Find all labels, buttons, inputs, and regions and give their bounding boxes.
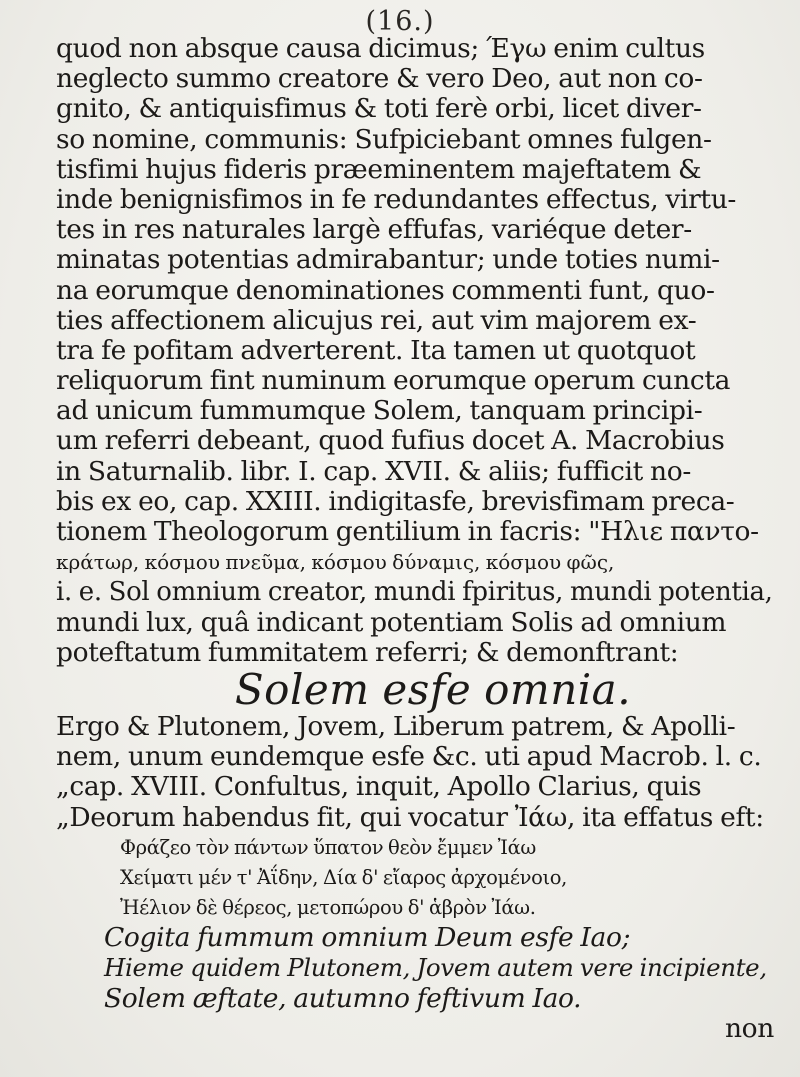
text-line: so nomine, communis: Sufpiciebant omnes fulgen- bbox=[56, 123, 712, 155]
text-line: „cap. XVIII. Confultus, inquit, Apollo Clarius, quis bbox=[56, 771, 702, 803]
text-line: gnito, & antiquisfimus & toti ferè orbi, licet diver- bbox=[56, 93, 702, 125]
text-line: poteftatum fummitatem referri; & demonftrant: bbox=[56, 636, 679, 668]
text-line: minatas potentias admirabantur; unde toties numi- bbox=[56, 244, 720, 276]
text-line: na eorumque denominationes commenti funt, quo- bbox=[56, 274, 715, 306]
text-line: nem, unum eundemque esfe &c. uti apud Macrob. l. c. bbox=[56, 741, 762, 773]
text-line: tes in res naturales largè effufas, variéque deter- bbox=[56, 214, 692, 246]
greek-verse-line: Χείματι μέν τ' Ἀΐδην, Δία δ' εἴαρος ἀρχομένοιο, bbox=[120, 865, 568, 889]
greek-verse-line: Ἠέλιον δὲ θέρεος, μετοπώρου δ' ἁβρὸν Ἰάω. bbox=[120, 896, 536, 920]
text-line: „Deorum habendus fit, qui vocatur Ἰάω, ita effatus eft: bbox=[56, 801, 764, 833]
catchword: non bbox=[724, 1012, 774, 1044]
text-line: ad unicum fummumque Solem, tanquam principi- bbox=[56, 395, 703, 427]
text-line: ties affectionem alicujus rei, aut vim majorem ex- bbox=[56, 304, 697, 336]
text-line: inde benignisfimos in fe redundantes effectus, virtu- bbox=[56, 183, 737, 215]
text-line: tisfimi hujus fideris præeminentem majeftatem & bbox=[56, 153, 702, 185]
body-text bbox=[56, 34, 780, 1044]
greek-invocation-line: κράτωρ, κόσμου πνεῦμα, κόσμου δύναμις, κόσμου φῶς, bbox=[56, 550, 615, 575]
text-line: mundi lux, quâ indicant potentiam Solis ad omnium bbox=[56, 606, 727, 638]
latin-verse-line: Cogita fummum omnium Deum esfe Iao; bbox=[104, 922, 631, 954]
greek-verse-line: Φράζεο τὸν πάντων ὕπατον θεὸν ἔμμεν Ἰάω bbox=[120, 835, 536, 859]
display-heading: Solem esfe omnia. bbox=[234, 664, 632, 714]
text-line: Ergo & Plutonem, Jovem, Liberum patrem, & Apolli- bbox=[56, 710, 736, 742]
text-line: reliquorum fint numinum eorumque operum cuncta bbox=[56, 365, 731, 397]
text-line: um referri debeant, quod fufius docet A. Macrobius bbox=[56, 425, 725, 457]
text-line: neglecto summo creatore & vero Deo, aut non co- bbox=[56, 63, 703, 95]
page-number-header: (16.) bbox=[365, 6, 435, 37]
text-line: tra fe pofitam adverterent. Ita tamen ut quotquot bbox=[56, 334, 696, 366]
text-line: tionem Theologorum gentilium in facris: "Ηλιε παντο- bbox=[56, 516, 759, 547]
text-line: i. e. Sol omnium creator, mundi fpiritus, mundi potentia, bbox=[56, 577, 773, 608]
text-line: quod non absque causa dicimus; Έγω enim cultus bbox=[56, 33, 705, 64]
text-line: in Saturnalib. libr. I. cap. XVII. & aliis; fufficit no- bbox=[56, 455, 691, 487]
latin-verse-line: Hieme quidem Plutonem, Jovem autem vere incipiente, bbox=[104, 953, 767, 983]
text-line: bis ex eo, cap. XXIII. indigitasfe, brevisfimam preca- bbox=[56, 485, 735, 517]
latin-verse-line: Solem æftate, autumno feftivum Iao. bbox=[104, 982, 582, 1014]
